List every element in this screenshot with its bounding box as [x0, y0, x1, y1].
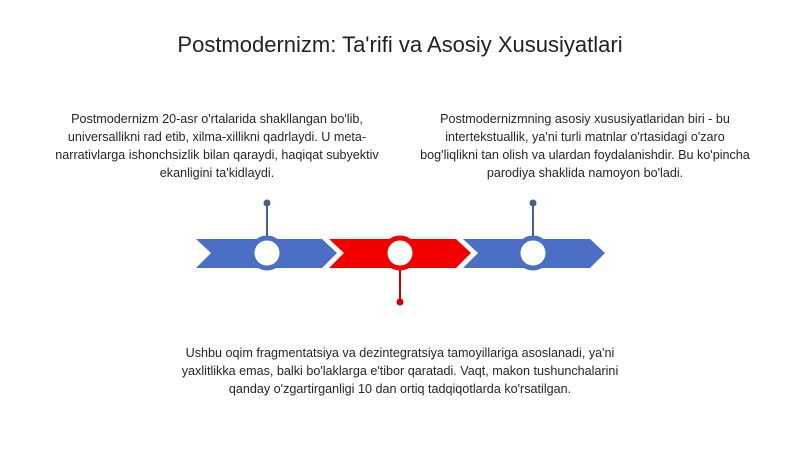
milestone-1-stem-dot	[264, 200, 271, 207]
slide-title: Postmodernizm: Ta'rifi va Asosiy Xususiyatlari	[177, 32, 623, 57]
milestone-3-stem-dot	[530, 200, 537, 207]
milestone-3-text: Postmodernizmning asosiy xususiyatlaridan biri - bu intertekstuallik, ya'ni turli matnlar o'rtasidagi o'zaro bog'liqlikni tan olish va ulardan foydalanishdir. Bu ko'pincha parodiya shaklida namoyon bo'ladi.	[420, 112, 750, 180]
milestone-3-node	[518, 238, 548, 268]
milestone-1-text: Postmodernizm 20-asr o'rtalarida shakllangan bo'lib, universallikni rad etib, xilma-xillikni qadrlaydi. U meta-narrativlarga ishonchsizlik bilan qaraydi, haqiqat subyektiv ekanligini ta'kidlaydi.	[55, 112, 379, 180]
milestone-1-node	[252, 238, 282, 268]
milestone-2-node	[385, 238, 415, 268]
milestone-2-text: Ushbu oqim fragmentatsiya va dezintegratsiya tamoyillariga asoslanadi, ya'ni yaxlitlikka emas, balki bo'laklarga e'tibor qaratadi. Vaqt, makon tushunchalarini qanday o'zgartirganligi 10 dan ortiq tadqiqotlarda ko'rsatilgan.	[181, 346, 619, 396]
milestone-2-stem-dot	[397, 299, 404, 306]
